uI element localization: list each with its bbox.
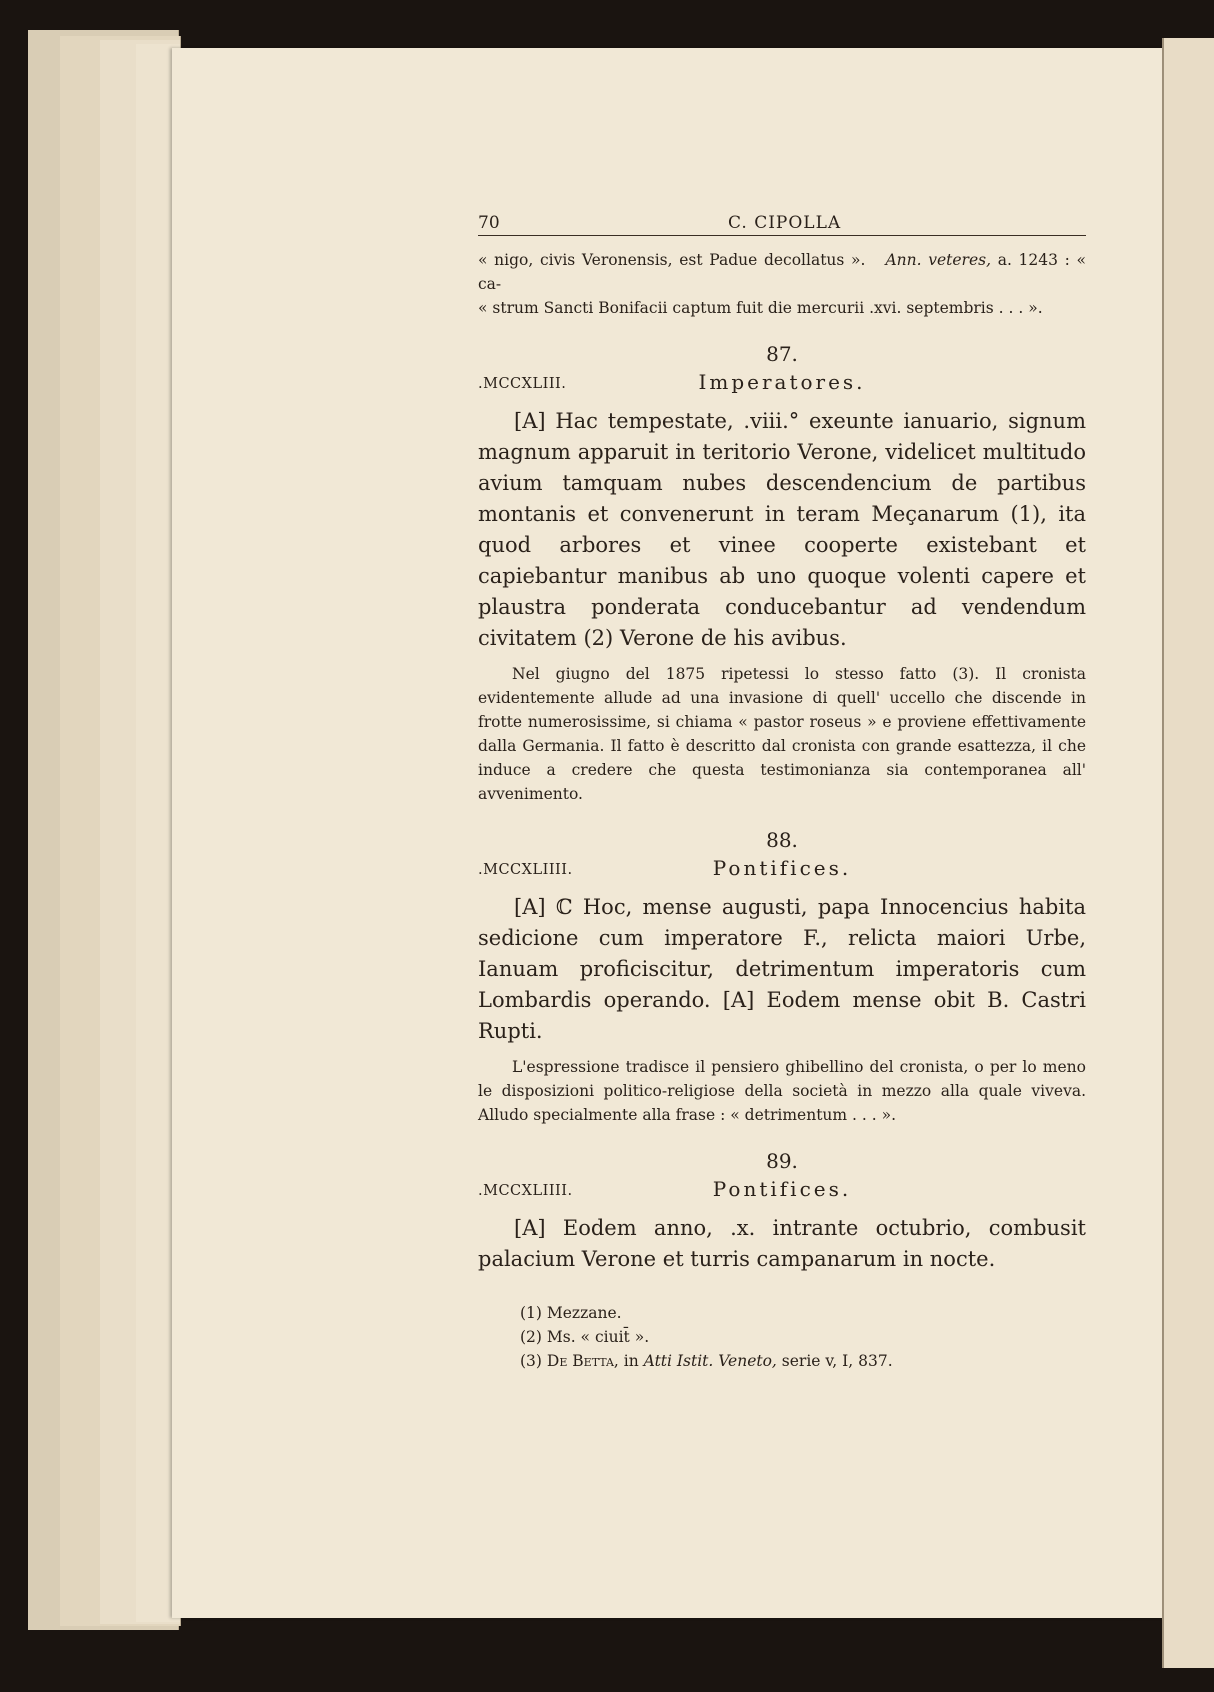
entry-year: .MCCXLIIII.	[478, 862, 573, 878]
continuation-line-1: « nigo, civis Veronensis, est Padue decollatus ».	[478, 251, 866, 269]
entry-heading	[478, 370, 1086, 400]
footnote-1: (1) Mezzane.	[520, 1304, 622, 1322]
entry-title: Pontifices.	[712, 1177, 852, 1201]
footnote-3	[520, 1349, 1086, 1373]
facing-page-edge	[1162, 38, 1214, 1668]
entry-commentary: L'espressione tradisce il pensiero ghibellino del cronista, o per lo meno le disposizioni politico-religiose della società in mezzo alla quale viveva. Alludo specialmente alla frase : « detrimentum . . . ».	[478, 1058, 1086, 1124]
continuation-line-2: « strum Sancti Bonifacii captum fuit die mercurii .xvi. septembris . . . ».	[478, 299, 1043, 317]
page-number: 70	[478, 213, 500, 233]
continuation-note	[478, 248, 1086, 320]
entry-text: [A] Hac tempestate, .viii.° exeunte ianuario, signum magnum apparuit in teritorio Verone, videlicet multitudo avium tamquam nubes descendencium de partibus montanis et convenerunt in teram Meçanarum (1), ita quod arbores et vinee cooperte existebant et capiebantur manibus ab uno quoque volenti capere et plaustra ponderata conducebantur ad vendendum civitatem (2) Verone de his avibus.	[478, 409, 1086, 650]
footnote-3-in: , in	[613, 1352, 644, 1370]
annales-title: Ann. veteres,	[885, 251, 992, 269]
running-head-author: C. CIPOLLA	[728, 213, 842, 233]
footnotes	[478, 1301, 1086, 1373]
footnote-3-marker: (3)	[520, 1352, 547, 1370]
entry-heading	[478, 1177, 1086, 1207]
entry-number: 89.	[766, 1149, 798, 1173]
entry-text: [A] ℂ Hoc, mense augusti, papa Innocencius habita sedicione cum imperatore F., relicta maiori Urbe, Ianuam proficiscitur, detrimentum imperatoris cum Lombardis operando. [A] Eodem mense obit B. Castri Rupti.	[478, 895, 1086, 1043]
running-head	[478, 205, 1086, 236]
entry-text: [A] Eodem anno, .x. intrante octubrio, combusit palacium Verone et turris campanarum in nocte.	[478, 1216, 1086, 1271]
entry-number: 88.	[766, 828, 798, 852]
entry-number: 87.	[766, 342, 798, 366]
entry-year: .MCCXLIII.	[478, 376, 567, 392]
entry-title: Pontifices.	[712, 856, 852, 880]
footnote-3-journal: Atti Istit. Veneto,	[643, 1352, 777, 1370]
footnote-3-author: De Betta	[546, 1352, 614, 1370]
footnote-3-rest: serie v, I, 837.	[776, 1352, 893, 1370]
entry-heading	[478, 856, 1086, 886]
entry-year: .MCCXLIIII.	[478, 1183, 573, 1199]
footnote-2: (2) Ms. « ciuit̄ ».	[520, 1328, 650, 1346]
page-content	[478, 205, 1086, 1373]
entry-title: Imperatores.	[698, 370, 866, 394]
entry-commentary: Nel giugno del 1875 ripetessi lo stesso fatto (3). Il cronista evidentemente allude ad una invasione di quell' uccello che discende in frotte numerosissime, si chiama « pastor roseus » e proviene effettivamente dalla Germania. Il fatto è descritto dal cronista con grande esattezza, il che induce a credere che questa testimonianza sia contemporanea all' avvenimento.	[478, 665, 1086, 803]
annales-ref: a. 1243 : « ca-	[478, 251, 1087, 293]
